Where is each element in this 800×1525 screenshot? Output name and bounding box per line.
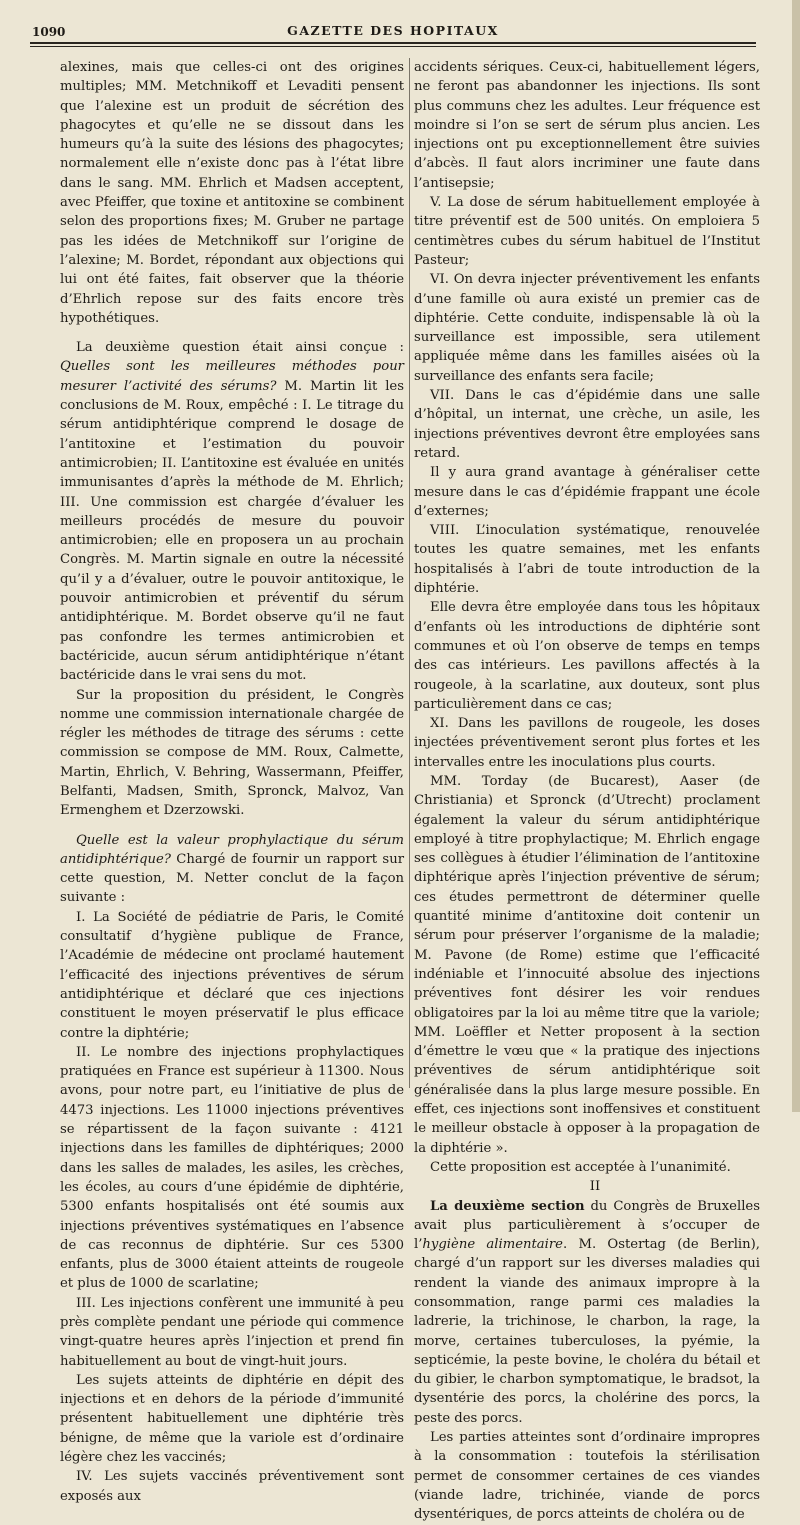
paragraph: [60, 1467, 404, 1506]
journal-title: GAZETTE DES HOPITAUX: [287, 23, 499, 38]
paragraph: [414, 193, 760, 270]
paragraph-text: Sur la proposition du président, le Congrès nomme une commission internationale chargée de régler les méthodes de titrage des sérums : cette commission se compose de MM. Roux, Calmette, Martin, Ehrlich, V. Behring, Wassermann, Pfeiffer, Belfanti, Madsen, Smith, Spronck, Malvoz, Van Ermenghem et Dzerzowski.: [60, 687, 404, 819]
paragraph-text: IV. Les sujets vaccinés préventivement sont exposés aux: [60, 1469, 404, 1504]
paragraph: [414, 714, 760, 772]
paragraph-text: Les parties atteintes sont d’ordinaire impropres à la consommation : toutefois la stérilisation permet de consommer certaines de ces viandes (viande ladre, trichinée, viande de porcs dysentériques, de porcs atteints de choléra ou de: [414, 1430, 760, 1523]
italic-question: Quelles sont les meilleures méthodes pour mesurer l’activité des sérums?: [60, 359, 404, 394]
paragraph-text: Chargé de fournir un rapport sur cette question, M. Netter conclut de la façon suivante :: [60, 851, 404, 906]
section-heading: II: [589, 1179, 601, 1195]
paragraph: [60, 908, 404, 1043]
left-column: [60, 58, 404, 1506]
paragraph: [414, 521, 760, 598]
paragraph-text: I. La Société de pédiatrie de Paris, le Comité consultatif d’hygiène publique de France, l’Académie de médecine ont proclamé hautement l’efficacité des injections préventives de sérum antidiphtérique et déclaré que ces injections constituent le moyen préservatif le plus efficace contre la diphtérie;: [60, 909, 404, 1041]
paragraph-text: M. Martin lit les conclusions de M. Roux, empêché : I. Le titrage du sérum antidiphtérique comprend le dosage de l’antitoxine et l’estimation du pouvoir antimicrobien; II. L’antitoxine est évaluée en unités immunisantes d’après la méthode de M. Ehrlich; III. Une commission est chargée d’évaluer les meilleurs procédés de mesure du pouvoir antimicrobien; elle en proposera un au prochain Congrès. M. Martin signale en outre la nécessité qu’il y a d’évaluer, outre le pouvoir antitoxique, le pouvoir antimicrobien et préventif du sérum antidiphtérique. M. Bordet observe qu’il ne faut pas confondre les termes antimicrobien et bactéricide, aucun sérum antidiphtérique n’étant bactéricide dans le vrai sens du mot.: [60, 378, 404, 684]
header-rule-thin: [30, 46, 756, 47]
paragraph-text: La deuxième question était ainsi conçue :: [76, 340, 404, 356]
paragraph: [414, 270, 760, 386]
paragraph: [60, 338, 404, 685]
paragraph: [60, 686, 404, 821]
paragraph-text: . M. Ostertag (de Berlin), chargé d’un rapport sur les diverses maladies qui rendent la viande des animaux impropre à la consommation, range parmi ces maladies la ladrerie, la trichinose, le charbon, la rage, la morve, certaines tuberculoses, la pyémie, la septicémie, la peste bovine, le choléra du bétail et du gibier, le charbon symptomatique, le bradsot, la dysentérie des porcs, la cholérine des porcs, la peste des porcs.: [414, 1237, 760, 1426]
paragraph-text: II. Le nombre des injections prophylactiques pratiquées en France est supérieur à 11300. Nous avons, pour notre part, eu l’initiative de plus de 4473 injections. Les 11000 injections préventives se répartissent de la façon suivante : 4121 injections dans les familles de diphtériques; 2000 dans les salles de malades, les asiles, les crèches, les écoles, au cours d’une épidémie de diphtérie, 5300 enfants hospitalisés ont été soumis aux injections préventives systématiques en l’absence de cas reconnus de diphtérie. Sur ces 5300 enfants, plus de 3000 étaient atteints de rougeole et plus de 1000 de scarlatine;: [60, 1044, 404, 1292]
paragraph-text: VII. Dans le cas d’épidémie dans une salle d’hôpital, un internat, une crèche, un asile, les injections préventives devront être employées sans retard.: [414, 388, 760, 461]
paragraph-text: Les sujets atteints de diphtérie en dépit des injections et en dehors de la période d’immunité présentent habituellement une diphtérie très bénigne, de même que la variole est d’ordinaire légère chez les vaccinés;: [60, 1372, 404, 1466]
paragraph-text: alexines, mais que celles-ci ont des origines multiples; MM. Metchnikoff et Levaditi pensent que l’alexine est un produit de sécrétion des phagocytes et qu’elle ne se dissout dans les humeurs qu’à la suite des lésions des phagocytes; normalement elle n’existe donc pas à l’état libre dans le sang. MM. Ehrlich et Madsen acceptent, avec Pfeiffer, que toxine et antitoxine se combinent selon des proportions fixes; M. Gruber ne partage pas les idées de Metchnikoff sur l’origine de l’alexine; M. Bordet, répondant aux objections qui lui ont été faites, fait observer que la théorie d’Ehrlich repose sur des faits encore très hypothétiques.: [60, 60, 404, 326]
paragraph: [414, 463, 760, 521]
paragraph-text: Cette proposition est acceptée à l’unanimité.: [430, 1159, 731, 1175]
right-column: [414, 58, 760, 1525]
paragraph-text: VIII. L’inoculation systématique, renouvelée toutes les quatre semaines, met les enfants hospitalisés à l’abri de toute introduction de la diphtérie.: [414, 523, 760, 597]
italic-question: hygiène alimentaire: [422, 1237, 563, 1253]
page-edge: [792, 0, 800, 1112]
italic-question: Quelle est la valeur prophylactique du sérum antidiphtérique?: [60, 832, 404, 867]
paragraph-text: Elle devra être employée dans tous les hôpitaux d’enfants où les introductions de diphtérie sont communes et où l’on observe de temps en temps des cas intérieurs. Les pavillons affectés à la rougeole, à la scarlatine, aux douteux, sont plus particulièrement dans ce cas;: [414, 600, 760, 712]
paragraph: [414, 1428, 760, 1524]
paragraph: [60, 58, 404, 328]
paragraph: [60, 831, 404, 908]
paragraph: [60, 1043, 404, 1294]
paragraph-text: XI. Dans les pavillons de rougeole, les doses injectées préventivement seront plus fortes et les intervalles entre les inoculations plus courts.: [414, 716, 760, 770]
paragraph-text: III. Les injections confèrent une immunité à peu près complète pendant une période qui commence vingt-quatre heures après l’injection et prend fin habituellement au bout de vingt-huit jours.: [60, 1295, 404, 1369]
paragraph: [414, 598, 760, 714]
paragraph: [414, 1197, 760, 1429]
paragraph: [60, 1371, 404, 1467]
paragraph: [414, 386, 760, 463]
paragraph-text: MM. Torday (de Bucarest), Aaser (de Christiania) et Spronck (d’Utrecht) proclament également la valeur du sérum antidiphtérique employé à titre prophylactique; M. Ehrlich engage ses collègues à étudier l’élimination de l’antitoxine diphtérique après l’injection préventive de sérum; ces études permettront de déterminer quelle quantité minime d’antitoxine doit contenir un sérum pour préserver l’organisme de la maladie; M. Pavone (de Rome) estime que l’efficacité indéniable et l’innocuité absolue des injections préventives font désirer les voir rendues obligatoires par la loi au même titre que la variole; MM. Loëffler et Netter proposent à la section d’émettre le vœu que « la pratique des injections préventives de sérum antidiphtérique soit généralisée dans la plus large mesure possible. En effet, ces injections sont inoffensives et constituent le meilleur obstacle à opposer à la propagation de la diphtérie ».: [414, 773, 760, 1156]
paragraph: [414, 1158, 760, 1177]
header-rule: [30, 42, 756, 44]
paragraph-text: V. La dose de sérum habituellement employée à titre préventif est de 500 unités. On emploiera 5 centimètres cubes du sérum habituel de l’Institut Pasteur;: [414, 195, 760, 268]
column-divider: [409, 58, 410, 1088]
paragraph-text: VI. On devra injecter préventivement les enfants d’une famille où aura existé un premier cas de diphtérie. Cette conduite, indispensable là où la surveillance est impossible, sera utilement appliquée même dans les familles aisées où la surveillance des enfants sera facile;: [414, 272, 760, 384]
paragraph-text: accidents sériques. Ceux-ci, habituellement légers, ne feront pas abandonner les injections. Ils sont plus communs chez les adultes. Leur fréquence est moindre si l’on se sert de sérum plus ancien. Les injections ont pu exceptionnellement être suivies d’abcès. Il faut alors incriminer une faute dans l’antisepsie;: [414, 60, 760, 191]
page-number: 1090: [32, 25, 66, 39]
bold-lead: La deuxième section: [430, 1198, 585, 1214]
paragraph-text: Il y aura grand avantage à généraliser cette mesure dans le cas d’épidémie frappant une école d’externes;: [414, 465, 760, 519]
paragraph: [414, 772, 760, 1158]
paragraph: [414, 58, 760, 193]
paragraph: [60, 1294, 404, 1371]
paragraph-text: du Congrès de Bruxelles avait plus particulièrement à s’occuper de l’: [414, 1198, 760, 1253]
